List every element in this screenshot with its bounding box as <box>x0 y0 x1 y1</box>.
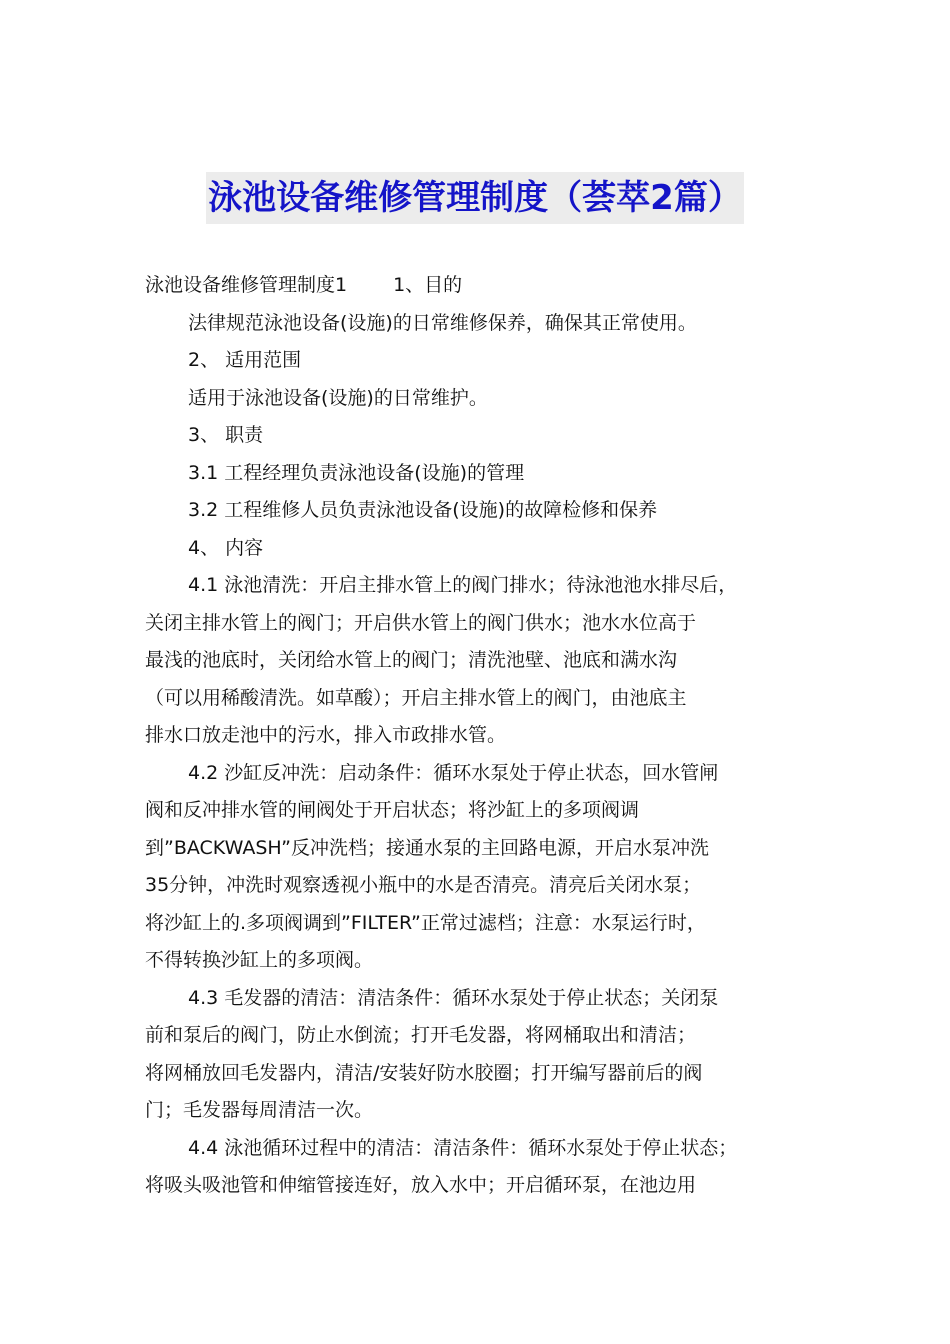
paragraph-line: 阀和反冲排水管的闸阀处于开启状态；将沙缸上的多项阀调 <box>145 799 640 821</box>
paragraph-line: 法律规范泳池设备(设施)的日常维修保养，确保其正常使用。 <box>188 311 697 334</box>
paragraph-4-3 <box>145 980 805 1130</box>
paragraph-line: 4.3 毛发器的清洁：清洁条件：循环水泵处于停止状态；关闭泵 <box>188 986 719 1009</box>
paragraph-line: 到”BACKWASH”反冲洗档；接通水泵的主回路电源，开启水泵冲洗 <box>145 836 709 859</box>
paragraph-line: 4.1 泳池清洗：开启主排水管上的阀门排水；待泳池池水排尽后， <box>188 574 738 596</box>
section-heading: 2、 适用范围 <box>188 349 302 371</box>
paragraph-line: 不得转换沙缸上的多项阀。 <box>145 949 374 971</box>
paragraph-4-4 <box>145 1130 805 1205</box>
paragraph-line: 3.2 工程维修人员负责泳池设备(设施)的故障检修和保养 <box>188 499 658 521</box>
paragraph-line: 4.4 泳池循环过程中的清洁：清洁条件：循环水泵处于停止状态； <box>188 1136 738 1159</box>
paragraph-line: 3.1 工程经理负责泳池设备(设施)的管理 <box>188 461 525 484</box>
section-heading: 4、 内容 <box>188 536 264 559</box>
intro-heading: 泳池设备维修管理制度1 <box>145 274 348 296</box>
paragraph-line: 排水口放走池中的污水，排入市政排水管。 <box>145 724 507 746</box>
paragraph-line: 最浅的池底时，关闭给水管上的阀门；清洗池壁、池底和满水沟 <box>145 649 678 671</box>
paragraph-4-2 <box>145 755 805 980</box>
paragraph-line: 门；毛发器每周清洁一次。 <box>145 1099 374 1121</box>
paragraph-line: 将网桶放回毛发器内，清洁/安装好防水胶圈；打开编写器前后的阀 <box>145 1061 703 1084</box>
paragraph-line: 4.2 沙缸反冲洗：启动条件：循环水泵处于停止状态，回水管闸 <box>188 761 719 784</box>
paragraph-line: （可以用稀酸清洗。如草酸）；开启主排水管上的阀门，由池底主 <box>145 686 687 709</box>
document-title: 泳池设备维修管理制度（荟萃2篇） <box>206 172 744 224</box>
section-heading: 3、 职责 <box>188 424 264 446</box>
paragraph-line: 将吸头吸池管和伸缩管接连好，放入水中；开启循环泵，在池边用 <box>145 1174 697 1196</box>
paragraph-line: 适用于泳池设备(设施)的日常维护。 <box>188 386 488 409</box>
paragraph-line: 关闭主排水管上的阀门；开启供水管上的阀门供水；池水水位高于 <box>145 611 697 634</box>
document-body <box>145 267 805 1205</box>
title-container <box>0 172 950 224</box>
section1-heading: 1、目的 <box>393 274 463 296</box>
intro-line <box>145 267 805 305</box>
paragraph-line: 35分钟，冲洗时观察透视小瓶中的水是否清亮。清亮后关闭水泵； <box>145 874 702 896</box>
paragraph-line: 前和泵后的阀门，防止水倒流；打开毛发器，将网桶取出和清洁； <box>145 1024 697 1046</box>
paragraph-line: 将沙缸上的.多项阀调到”FILTER”正常过滤档；注意：水泵运行时， <box>145 911 706 934</box>
paragraph-4-1 <box>145 567 805 755</box>
